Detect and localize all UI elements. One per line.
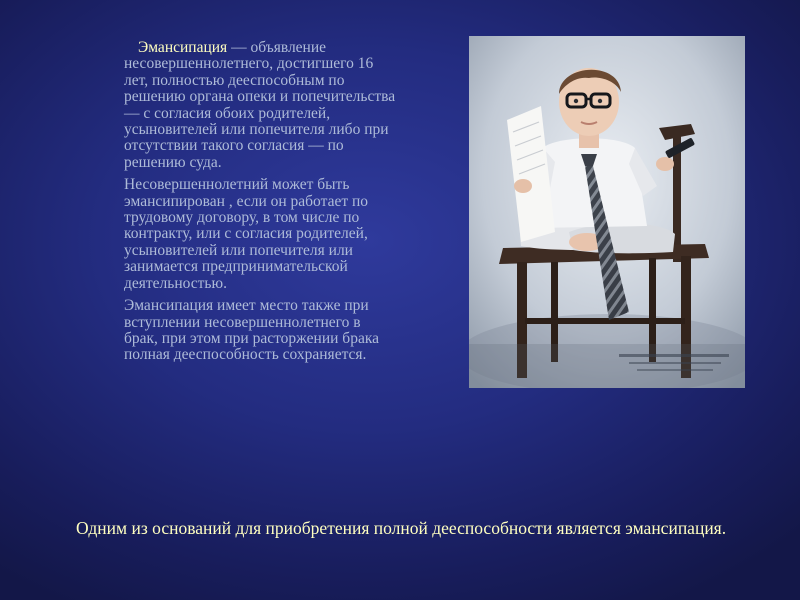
definition-text: — объявление несовершеннолетнего, достигшего 16 лет, полностью дееспособным по решению органа опеки и попечительства — с согласия обоих родителей, усыновителей или попечителя либо при отсутствии такого согласия — по решению суда. — [124, 39, 396, 171]
footer-statement: Одним из оснований для приобретения полной дееспособности является эмансипация. — [76, 518, 727, 538]
child-photo — [469, 36, 745, 388]
definition-paragraph — [124, 40, 396, 171]
marriage-paragraph: Эмансипация имеет место также при вступлении несовершеннолетнего в брак, при этом при расторжении брака полная дееспособность сохраняется. — [124, 297, 380, 364]
term-emancipation: Эмансипация — [138, 39, 228, 56]
definition-text-block — [124, 40, 396, 370]
conditions-paragraph: Несовершеннолетний может быть эмансипирован , если он работает по трудовому договору, в том числе по контракту, или с согласия родителей, усыновителей или попечителя или занимается предпринимательской деятельностью. — [124, 176, 369, 292]
